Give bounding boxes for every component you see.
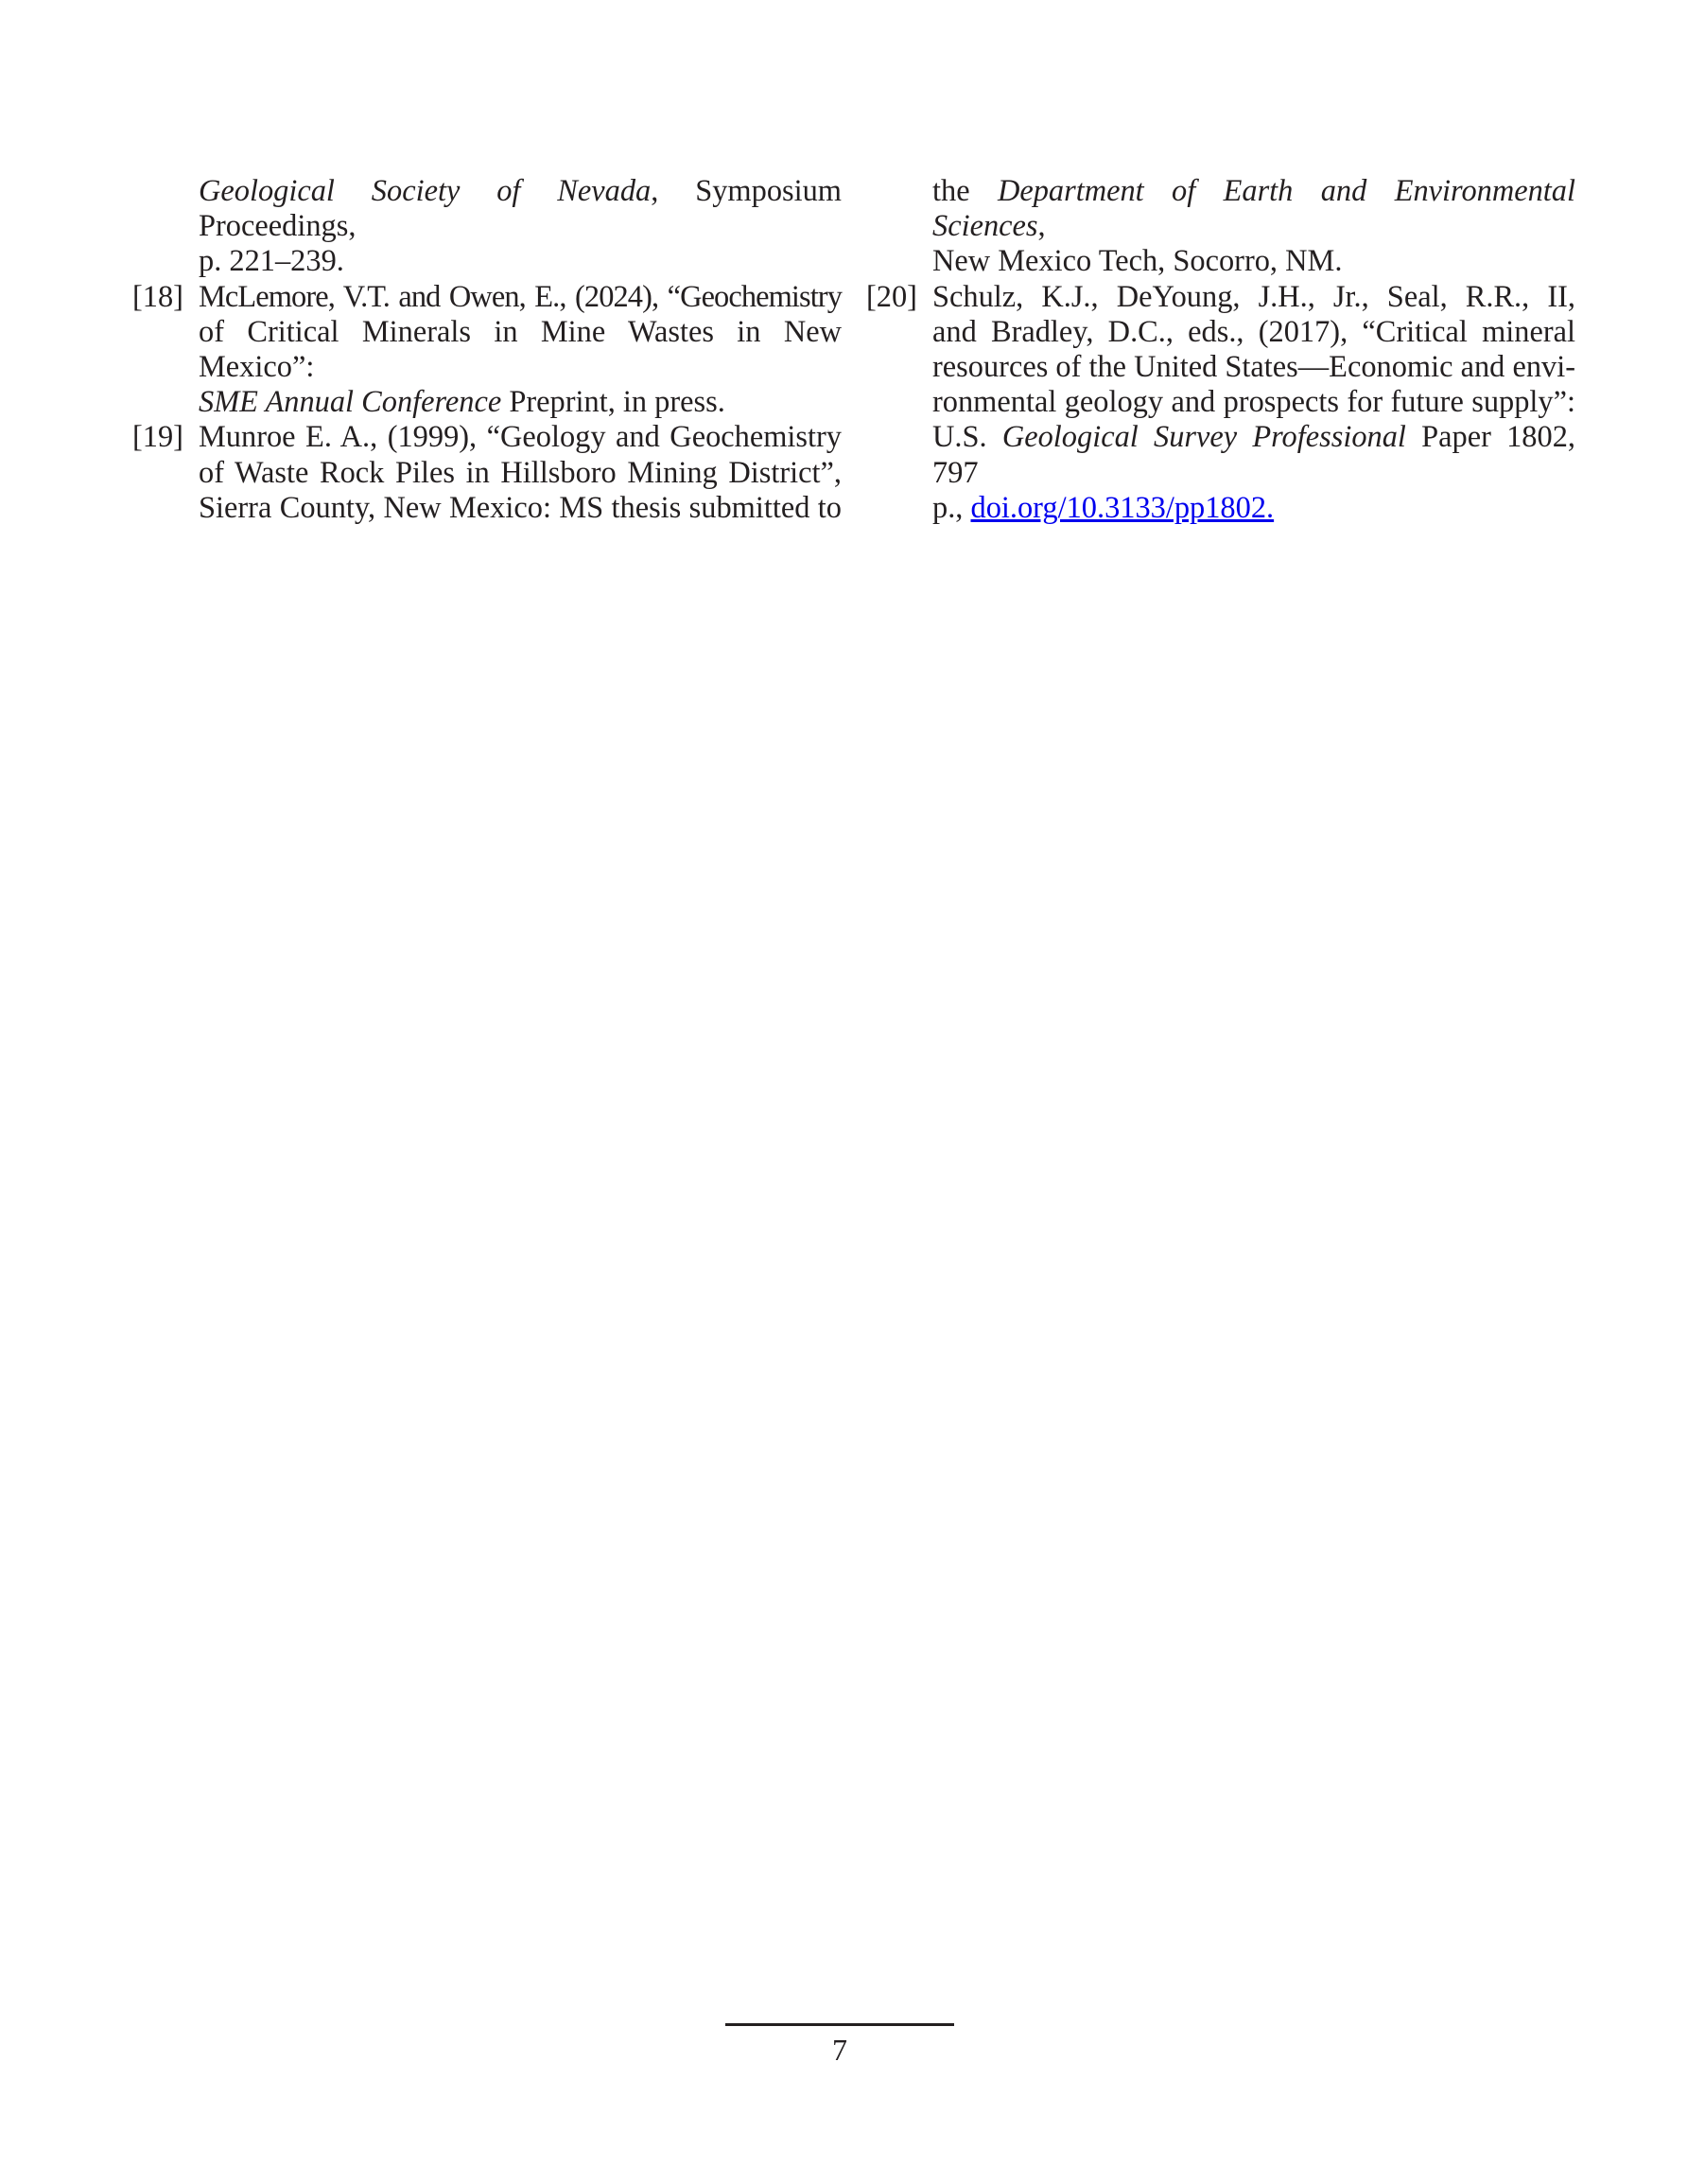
reference-19-continued <box>866 174 1575 280</box>
footer-rule <box>725 2023 954 2026</box>
reference-text: Preprint, in press. <box>501 385 725 420</box>
reference-line: Sierra County, New Mexico: MS thesis submitted to <box>199 490 842 525</box>
reference-text: Paper 1802, 797 <box>932 420 1575 490</box>
conference-title: SME Annual Conference <box>199 385 502 420</box>
journal-title: Geological Society of Nevada <box>199 174 652 208</box>
reference-line: p. 221–239. <box>199 244 344 279</box>
reference-line <box>932 491 1575 526</box>
series-title: Geological Survey Professional <box>1001 420 1406 455</box>
reference-18 <box>132 280 842 421</box>
reference-line <box>932 420 1575 490</box>
reference-line: of Critical Minerals in Mine Wastes in New Mexico”: <box>199 314 842 385</box>
reference-line: New Mexico Tech, Socorro, NM. <box>932 244 1343 279</box>
reference-line: Munroe E. A., (1999), “Geology and Geochemistry <box>199 420 842 455</box>
doi-link[interactable]: doi.org/10.3133/pp1802. <box>970 490 1275 525</box>
reference-19 <box>132 420 842 526</box>
reference-text: the <box>932 174 998 208</box>
reference-line: resources of the United States—Economic and envi- <box>932 350 1575 385</box>
reference-line <box>199 174 842 244</box>
references-left-column <box>132 174 842 526</box>
reference-line: and Bradley, D.C., eds., (2017), “Critical mineral <box>932 314 1575 349</box>
page-number: 7 <box>832 2033 847 2067</box>
reference-text: , Symposium Proceedings, <box>199 174 843 244</box>
reference-number: [18] <box>132 279 183 314</box>
reference-20 <box>866 280 1575 526</box>
reference-line <box>199 385 842 420</box>
reference-line: McLemore, V.T. and Owen, E., (2024), “Geochemistry <box>199 279 842 314</box>
references-right-column <box>866 174 1575 526</box>
reference-17-continued <box>132 174 842 280</box>
department-name: Department of Earth and Environmental Sciences <box>932 174 1575 244</box>
reference-text: , <box>1037 209 1046 244</box>
reference-line <box>932 174 1575 244</box>
reference-line: ronmental geology and prospects for future supply”: <box>932 385 1575 420</box>
reference-number: [19] <box>132 420 183 455</box>
reference-line: Schulz, K.J., DeYoung, J.H., Jr., Seal, R.R., II, <box>932 279 1575 314</box>
reference-line: of Waste Rock Piles in Hillsboro Mining District”, <box>199 455 842 490</box>
reference-number: [20] <box>866 279 917 314</box>
reference-text: U.S. <box>932 420 1002 455</box>
reference-text: p., <box>932 490 971 525</box>
